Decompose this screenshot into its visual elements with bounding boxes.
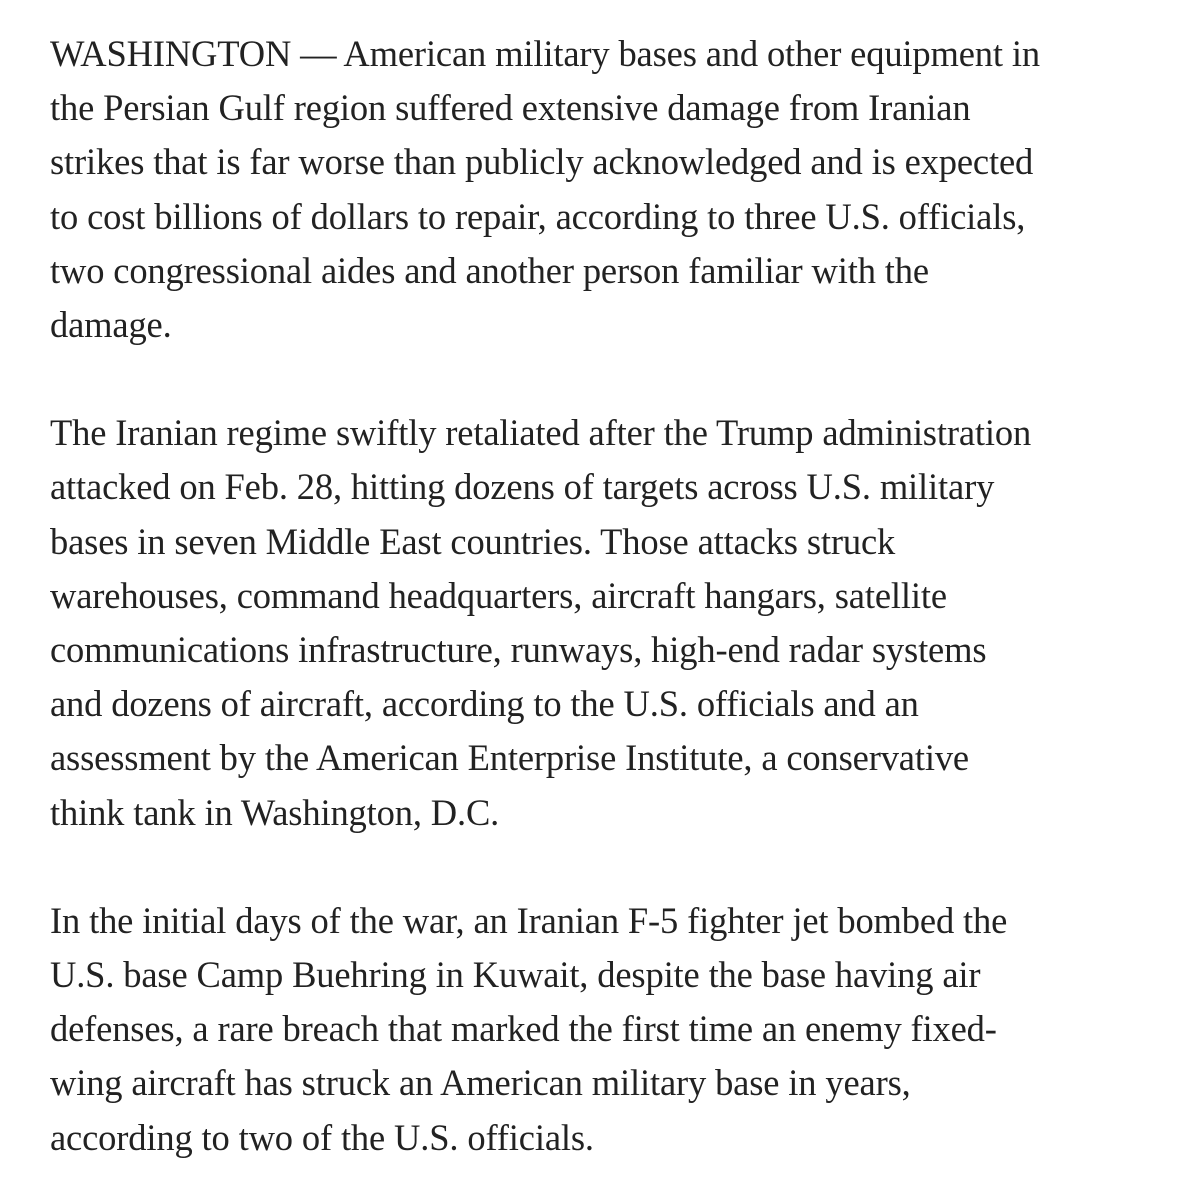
paragraph-2-line-2: attacked on Feb. 28, hitting dozens of targets across U.S. military <box>50 466 995 508</box>
paragraph-2 <box>50 406 1170 840</box>
paragraph-2-line-6: and dozens of aircraft, according to the U.S. officials and an <box>50 683 919 725</box>
paragraph-1-line-4: to cost billions of dollars to repair, according to three U.S. officials, <box>50 195 1026 237</box>
paragraph-2-line-8: think tank in Washington, D.C. <box>50 791 500 833</box>
paragraph-2-line-7: assessment by the American Enterprise Institute, a conservative <box>50 737 969 779</box>
paragraph-1 <box>50 27 1170 352</box>
paragraph-3-line-1: In the initial days of the war, an Iranian F-5 fighter jet bombed the <box>50 899 1008 941</box>
paragraph-3 <box>50 894 1170 1165</box>
paragraph-1-line-5 <box>50 244 1170 298</box>
paragraph-2-line-1: The Iranian regime swiftly retaliated after the Trump administration <box>50 412 1032 454</box>
paragraph-1-line-5-text: two congressional aides and another person familiar with the <box>50 249 929 291</box>
paragraph-3-line-2: U.S. base Camp Buehring in Kuwait, despite the base having air <box>50 954 981 996</box>
paragraph-2-line-4: warehouses, command headquarters, aircraft hangars, satellite <box>50 574 947 616</box>
paragraph-3-line-5: according to two of the U.S. officials. <box>50 1116 594 1158</box>
paragraph-1-line-6: damage. <box>50 304 172 346</box>
paragraph-1-line-1: WASHINGTON — American military bases and other equipment in <box>50 33 1040 74</box>
paragraph-2-line-5: communications infrastructure, runways, high-end radar systems <box>50 629 987 671</box>
paragraph-3-line-3: defenses, a rare breach that marked the first time an enemy fixed- <box>50 1008 997 1050</box>
paragraph-1-line-3: strikes that is far worse than publicly acknowledged and is expected <box>50 141 1034 183</box>
obscured-text-region <box>50 244 929 298</box>
paragraph-1-line-2: the Persian Gulf region suffered extensive damage from Iranian <box>50 87 971 129</box>
paragraph-3-line-4: wing aircraft has struck an American military base in years, <box>50 1062 911 1104</box>
article-body <box>50 27 1170 1165</box>
paragraph-2-line-3: bases in seven Middle East countries. Those attacks struck <box>50 520 896 562</box>
